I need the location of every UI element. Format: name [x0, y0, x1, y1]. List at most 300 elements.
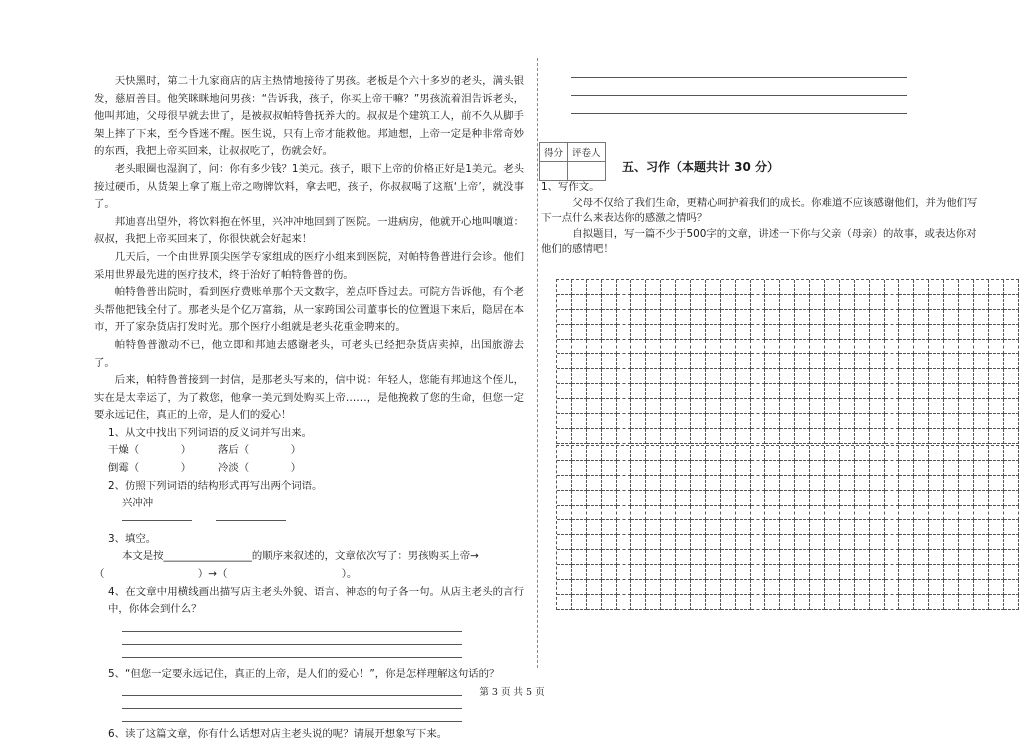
- grid-cell[interactable]: [646, 280, 661, 295]
- grid-cell[interactable]: [736, 476, 751, 491]
- grid-cell[interactable]: [587, 535, 602, 550]
- grid-cell[interactable]: [721, 354, 736, 369]
- grid-cell[interactable]: [810, 580, 825, 595]
- grid-cell[interactable]: [780, 340, 795, 355]
- grid-cell[interactable]: [899, 429, 914, 444]
- grid-cell[interactable]: [944, 310, 959, 325]
- grid-cell[interactable]: [572, 414, 587, 429]
- grid-cell[interactable]: [989, 384, 1004, 399]
- grid-cell[interactable]: [840, 384, 855, 399]
- grid-cell[interactable]: [736, 340, 751, 355]
- grid-cell[interactable]: [959, 461, 974, 476]
- grid-cell[interactable]: [914, 580, 929, 595]
- grid-cell[interactable]: [885, 369, 900, 384]
- grid-cell[interactable]: [795, 476, 810, 491]
- grid-cell[interactable]: [899, 310, 914, 325]
- grid-cell[interactable]: [631, 446, 646, 461]
- grid-cell[interactable]: [646, 429, 661, 444]
- grid-cell[interactable]: [557, 461, 572, 476]
- grid-cell[interactable]: [661, 446, 676, 461]
- grid-cell[interactable]: [899, 506, 914, 521]
- grid-cell[interactable]: [885, 384, 900, 399]
- grid-cell[interactable]: [840, 595, 855, 610]
- grid-cell[interactable]: [721, 476, 736, 491]
- grid-cell[interactable]: [959, 595, 974, 610]
- grid-cell[interactable]: [631, 384, 646, 399]
- grid-cell[interactable]: [840, 476, 855, 491]
- grid-cell[interactable]: [557, 565, 572, 580]
- grid-cell[interactable]: [974, 310, 989, 325]
- grid-cell[interactable]: [840, 550, 855, 565]
- grid-cell[interactable]: [736, 354, 751, 369]
- grid-cell[interactable]: [974, 506, 989, 521]
- grid-cell[interactable]: [795, 506, 810, 521]
- grid-cell[interactable]: [1004, 354, 1019, 369]
- grid-cell[interactable]: [825, 506, 840, 521]
- grid-cell[interactable]: [855, 354, 870, 369]
- grid-cell[interactable]: [587, 280, 602, 295]
- grid-cell[interactable]: [944, 399, 959, 414]
- grid-cell[interactable]: [899, 535, 914, 550]
- grid-cell[interactable]: [765, 310, 780, 325]
- grid-cell[interactable]: [899, 384, 914, 399]
- grid-cell[interactable]: [706, 325, 721, 340]
- grid-cell[interactable]: [974, 446, 989, 461]
- grid-cell[interactable]: [855, 535, 870, 550]
- grid-cell[interactable]: [795, 580, 810, 595]
- writing-grid[interactable]: [556, 279, 1019, 444]
- grid-cell[interactable]: [914, 429, 929, 444]
- grid-cell[interactable]: [989, 520, 1004, 535]
- grid-cell[interactable]: [944, 369, 959, 384]
- grid-cell[interactable]: [646, 340, 661, 355]
- grid-cell[interactable]: [974, 295, 989, 310]
- grid-cell[interactable]: [1004, 325, 1019, 340]
- grid-cell[interactable]: [765, 429, 780, 444]
- grid-cell[interactable]: [810, 506, 825, 521]
- grid-cell[interactable]: [691, 550, 706, 565]
- grid-cell[interactable]: [646, 414, 661, 429]
- grid-cell[interactable]: [602, 384, 617, 399]
- grid-cell[interactable]: [557, 414, 572, 429]
- grid-cell[interactable]: [855, 446, 870, 461]
- grid-cell[interactable]: [885, 461, 900, 476]
- grid-cell[interactable]: [587, 565, 602, 580]
- grid-cell[interactable]: [780, 399, 795, 414]
- grid-cell[interactable]: [944, 280, 959, 295]
- grid-cell[interactable]: [751, 595, 766, 610]
- grid-cell[interactable]: [691, 399, 706, 414]
- grid-cell[interactable]: [810, 310, 825, 325]
- grid-cell[interactable]: [706, 280, 721, 295]
- grid-cell[interactable]: [870, 550, 885, 565]
- grid-cell[interactable]: [929, 369, 944, 384]
- grid-cell[interactable]: [557, 580, 572, 595]
- grid-cell[interactable]: [795, 399, 810, 414]
- grid-cell[interactable]: [944, 295, 959, 310]
- grid-cell[interactable]: [870, 369, 885, 384]
- grid-cell[interactable]: [721, 369, 736, 384]
- grid-cell[interactable]: [736, 550, 751, 565]
- grid-cell[interactable]: [557, 595, 572, 610]
- grid-cell[interactable]: [914, 340, 929, 355]
- grid-cell[interactable]: [855, 310, 870, 325]
- grid-cell[interactable]: [721, 506, 736, 521]
- grid-cell[interactable]: [676, 354, 691, 369]
- grid-cell[interactable]: [751, 310, 766, 325]
- grid-cell[interactable]: [929, 325, 944, 340]
- grid-cell[interactable]: [959, 476, 974, 491]
- grid-cell[interactable]: [572, 565, 587, 580]
- grid-cell[interactable]: [825, 595, 840, 610]
- grid-cell[interactable]: [602, 340, 617, 355]
- grid-cell[interactable]: [810, 446, 825, 461]
- grid-cell[interactable]: [631, 506, 646, 521]
- grid-cell[interactable]: [736, 295, 751, 310]
- grid-cell[interactable]: [870, 384, 885, 399]
- grid-cell[interactable]: [1004, 461, 1019, 476]
- grid-cell[interactable]: [721, 295, 736, 310]
- grid-cell[interactable]: [691, 491, 706, 506]
- grid-cell[interactable]: [795, 325, 810, 340]
- grid-cell[interactable]: [825, 565, 840, 580]
- grid-cell[interactable]: [825, 580, 840, 595]
- grid-cell[interactable]: [944, 535, 959, 550]
- grid-cell[interactable]: [765, 369, 780, 384]
- grid-cell[interactable]: [661, 340, 676, 355]
- grid-cell[interactable]: [572, 295, 587, 310]
- grid-cell[interactable]: [691, 520, 706, 535]
- grid-cell[interactable]: [602, 280, 617, 295]
- grid-cell[interactable]: [631, 340, 646, 355]
- grid-cell[interactable]: [914, 310, 929, 325]
- grid-cell[interactable]: [587, 399, 602, 414]
- grid-cell[interactable]: [736, 595, 751, 610]
- grid-cell[interactable]: [870, 310, 885, 325]
- grid-cell[interactable]: [572, 580, 587, 595]
- answer-line[interactable]: [571, 60, 907, 78]
- grid-cell[interactable]: [706, 476, 721, 491]
- grid-cell[interactable]: [765, 325, 780, 340]
- grid-cell[interactable]: [1004, 399, 1019, 414]
- grid-cell[interactable]: [929, 476, 944, 491]
- grid-cell[interactable]: [631, 369, 646, 384]
- grid-cell[interactable]: [736, 535, 751, 550]
- grid-cell[interactable]: [974, 280, 989, 295]
- grid-cell[interactable]: [631, 399, 646, 414]
- grid-cell[interactable]: [617, 340, 632, 355]
- grid-cell[interactable]: [676, 414, 691, 429]
- grid-cell[interactable]: [751, 476, 766, 491]
- grid-cell[interactable]: [974, 461, 989, 476]
- grid-cell[interactable]: [855, 384, 870, 399]
- grid-cell[interactable]: [974, 476, 989, 491]
- grid-cell[interactable]: [631, 310, 646, 325]
- grid-cell[interactable]: [646, 491, 661, 506]
- grid-cell[interactable]: [944, 340, 959, 355]
- grid-cell[interactable]: [959, 325, 974, 340]
- grid-cell[interactable]: [691, 354, 706, 369]
- grid-cell[interactable]: [870, 295, 885, 310]
- grid-cell[interactable]: [587, 491, 602, 506]
- grid-cell[interactable]: [870, 520, 885, 535]
- grid-cell[interactable]: [929, 399, 944, 414]
- grid-cell[interactable]: [572, 520, 587, 535]
- grid-cell[interactable]: [646, 565, 661, 580]
- grid-cell[interactable]: [602, 399, 617, 414]
- grid-cell[interactable]: [810, 520, 825, 535]
- grid-cell[interactable]: [587, 446, 602, 461]
- grid-cell[interactable]: [676, 520, 691, 535]
- grid-cell[interactable]: [885, 491, 900, 506]
- grid-cell[interactable]: [914, 550, 929, 565]
- grid-cell[interactable]: [855, 595, 870, 610]
- grid-cell[interactable]: [810, 595, 825, 610]
- grid-cell[interactable]: [780, 369, 795, 384]
- grid-cell[interactable]: [557, 369, 572, 384]
- grid-cell[interactable]: [736, 491, 751, 506]
- grid-cell[interactable]: [676, 295, 691, 310]
- grid-cell[interactable]: [974, 550, 989, 565]
- grid-cell[interactable]: [780, 429, 795, 444]
- grid-cell[interactable]: [810, 461, 825, 476]
- grid-cell[interactable]: [974, 520, 989, 535]
- grid-cell[interactable]: [825, 550, 840, 565]
- grid-cell[interactable]: [840, 325, 855, 340]
- grid-cell[interactable]: [1004, 414, 1019, 429]
- grid-cell[interactable]: [929, 446, 944, 461]
- grid-cell[interactable]: [855, 295, 870, 310]
- grid-cell[interactable]: [617, 446, 632, 461]
- grid-cell[interactable]: [617, 429, 632, 444]
- grid-cell[interactable]: [765, 550, 780, 565]
- grid-cell[interactable]: [631, 550, 646, 565]
- grid-cell[interactable]: [855, 491, 870, 506]
- grid-cell[interactable]: [587, 595, 602, 610]
- grid-cell[interactable]: [989, 595, 1004, 610]
- grid-cell[interactable]: [721, 491, 736, 506]
- grid-cell[interactable]: [765, 565, 780, 580]
- grid-cell[interactable]: [780, 295, 795, 310]
- grid-cell[interactable]: [780, 354, 795, 369]
- grid-cell[interactable]: [602, 414, 617, 429]
- grid-cell[interactable]: [885, 520, 900, 535]
- grid-cell[interactable]: [840, 340, 855, 355]
- grid-cell[interactable]: [631, 565, 646, 580]
- grid-cell[interactable]: [765, 446, 780, 461]
- grid-cell[interactable]: [929, 414, 944, 429]
- grid-cell[interactable]: [646, 550, 661, 565]
- grid-cell[interactable]: [765, 461, 780, 476]
- grid-cell[interactable]: [885, 354, 900, 369]
- grid-cell[interactable]: [825, 535, 840, 550]
- grid-cell[interactable]: [929, 295, 944, 310]
- grid-cell[interactable]: [959, 550, 974, 565]
- grid-cell[interactable]: [974, 595, 989, 610]
- grid-cell[interactable]: [840, 520, 855, 535]
- grid-cell[interactable]: [959, 506, 974, 521]
- score-field[interactable]: [540, 162, 568, 181]
- grid-cell[interactable]: [914, 325, 929, 340]
- grid-cell[interactable]: [870, 565, 885, 580]
- grid-cell[interactable]: [736, 520, 751, 535]
- grid-cell[interactable]: [706, 310, 721, 325]
- grid-cell[interactable]: [899, 399, 914, 414]
- writing-grid[interactable]: [556, 445, 1019, 610]
- grid-cell[interactable]: [795, 295, 810, 310]
- grid-cell[interactable]: [557, 399, 572, 414]
- grid-cell[interactable]: [825, 280, 840, 295]
- grid-cell[interactable]: [721, 446, 736, 461]
- grid-cell[interactable]: [587, 506, 602, 521]
- grid-cell[interactable]: [989, 399, 1004, 414]
- grid-cell[interactable]: [870, 414, 885, 429]
- grid-cell[interactable]: [721, 280, 736, 295]
- grid-cell[interactable]: [691, 414, 706, 429]
- grid-cell[interactable]: [959, 491, 974, 506]
- grid-cell[interactable]: [572, 506, 587, 521]
- grid-cell[interactable]: [870, 506, 885, 521]
- grid-cell[interactable]: [795, 461, 810, 476]
- grid-cell[interactable]: [557, 476, 572, 491]
- grid-cell[interactable]: [646, 520, 661, 535]
- grid-cell[interactable]: [572, 310, 587, 325]
- grid-cell[interactable]: [587, 414, 602, 429]
- grid-cell[interactable]: [825, 399, 840, 414]
- grid-cell[interactable]: [944, 354, 959, 369]
- grid-cell[interactable]: [825, 384, 840, 399]
- grid-cell[interactable]: [751, 399, 766, 414]
- grid-cell[interactable]: [959, 535, 974, 550]
- grid-cell[interactable]: [691, 580, 706, 595]
- grid-cell[interactable]: [914, 535, 929, 550]
- grid-cell[interactable]: [810, 384, 825, 399]
- grid-cell[interactable]: [780, 580, 795, 595]
- grid-cell[interactable]: [914, 354, 929, 369]
- grid-cell[interactable]: [706, 580, 721, 595]
- antonym-item[interactable]: 倒霉（ ）: [108, 462, 192, 475]
- grid-cell[interactable]: [676, 310, 691, 325]
- grid-cell[interactable]: [765, 520, 780, 535]
- grid-cell[interactable]: [899, 491, 914, 506]
- grid-cell[interactable]: [959, 369, 974, 384]
- grid-cell[interactable]: [646, 446, 661, 461]
- grid-cell[interactable]: [736, 399, 751, 414]
- grid-cell[interactable]: [557, 520, 572, 535]
- grid-cell[interactable]: [736, 310, 751, 325]
- grid-cell[interactable]: [795, 369, 810, 384]
- grid-cell[interactable]: [572, 595, 587, 610]
- grid-cell[interactable]: [989, 446, 1004, 461]
- grid-cell[interactable]: [959, 429, 974, 444]
- grid-cell[interactable]: [929, 506, 944, 521]
- grid-cell[interactable]: [825, 476, 840, 491]
- grid-cell[interactable]: [631, 595, 646, 610]
- grid-cell[interactable]: [557, 384, 572, 399]
- grid-cell[interactable]: [721, 384, 736, 399]
- grid-cell[interactable]: [989, 325, 1004, 340]
- grid-cell[interactable]: [959, 399, 974, 414]
- grid-cell[interactable]: [914, 414, 929, 429]
- grid-cell[interactable]: [974, 325, 989, 340]
- answer-line[interactable]: [122, 632, 462, 645]
- grid-cell[interactable]: [974, 399, 989, 414]
- grid-cell[interactable]: [870, 535, 885, 550]
- grid-cell[interactable]: [751, 461, 766, 476]
- grid-cell[interactable]: [870, 354, 885, 369]
- grid-cell[interactable]: [646, 580, 661, 595]
- grid-cell[interactable]: [587, 354, 602, 369]
- grid-cell[interactable]: [929, 280, 944, 295]
- grid-cell[interactable]: [751, 506, 766, 521]
- grid-cell[interactable]: [751, 520, 766, 535]
- grid-cell[interactable]: [572, 535, 587, 550]
- grader-field[interactable]: [568, 162, 606, 181]
- grid-cell[interactable]: [751, 446, 766, 461]
- antonym-item[interactable]: 落后（ ）: [218, 444, 302, 457]
- grid-cell[interactable]: [914, 461, 929, 476]
- grid-cell[interactable]: [721, 535, 736, 550]
- grid-cell[interactable]: [885, 429, 900, 444]
- grid-cell[interactable]: [646, 325, 661, 340]
- grid-cell[interactable]: [706, 506, 721, 521]
- grid-cell[interactable]: [1004, 506, 1019, 521]
- grid-cell[interactable]: [631, 535, 646, 550]
- grid-cell[interactable]: [661, 506, 676, 521]
- grid-cell[interactable]: [899, 414, 914, 429]
- grid-cell[interactable]: [572, 461, 587, 476]
- grid-cell[interactable]: [736, 280, 751, 295]
- grid-cell[interactable]: [959, 340, 974, 355]
- grid-cell[interactable]: [617, 565, 632, 580]
- grid-cell[interactable]: [736, 325, 751, 340]
- grid-cell[interactable]: [706, 520, 721, 535]
- grid-cell[interactable]: [944, 506, 959, 521]
- answer-line[interactable]: [122, 513, 192, 521]
- grid-cell[interactable]: [810, 535, 825, 550]
- grid-cell[interactable]: [780, 535, 795, 550]
- grid-cell[interactable]: [989, 506, 1004, 521]
- grid-cell[interactable]: [661, 580, 676, 595]
- grid-cell[interactable]: [780, 461, 795, 476]
- grid-cell[interactable]: [780, 520, 795, 535]
- grid-cell[interactable]: [676, 325, 691, 340]
- grid-cell[interactable]: [974, 354, 989, 369]
- grid-cell[interactable]: [602, 429, 617, 444]
- grid-cell[interactable]: [706, 295, 721, 310]
- grid-cell[interactable]: [810, 399, 825, 414]
- grid-cell[interactable]: [974, 535, 989, 550]
- grid-cell[interactable]: [929, 384, 944, 399]
- grid-cell[interactable]: [661, 414, 676, 429]
- answer-line[interactable]: [122, 619, 462, 632]
- grid-cell[interactable]: [602, 506, 617, 521]
- grid-cell[interactable]: [661, 550, 676, 565]
- grid-cell[interactable]: [572, 446, 587, 461]
- grid-cell[interactable]: [914, 476, 929, 491]
- grid-cell[interactable]: [676, 580, 691, 595]
- grid-cell[interactable]: [676, 550, 691, 565]
- grid-cell[interactable]: [617, 550, 632, 565]
- grid-cell[interactable]: [840, 399, 855, 414]
- grid-cell[interactable]: [661, 295, 676, 310]
- grid-cell[interactable]: [617, 354, 632, 369]
- grid-cell[interactable]: [765, 506, 780, 521]
- grid-cell[interactable]: [765, 535, 780, 550]
- grid-cell[interactable]: [706, 550, 721, 565]
- grid-cell[interactable]: [840, 369, 855, 384]
- grid-cell[interactable]: [959, 565, 974, 580]
